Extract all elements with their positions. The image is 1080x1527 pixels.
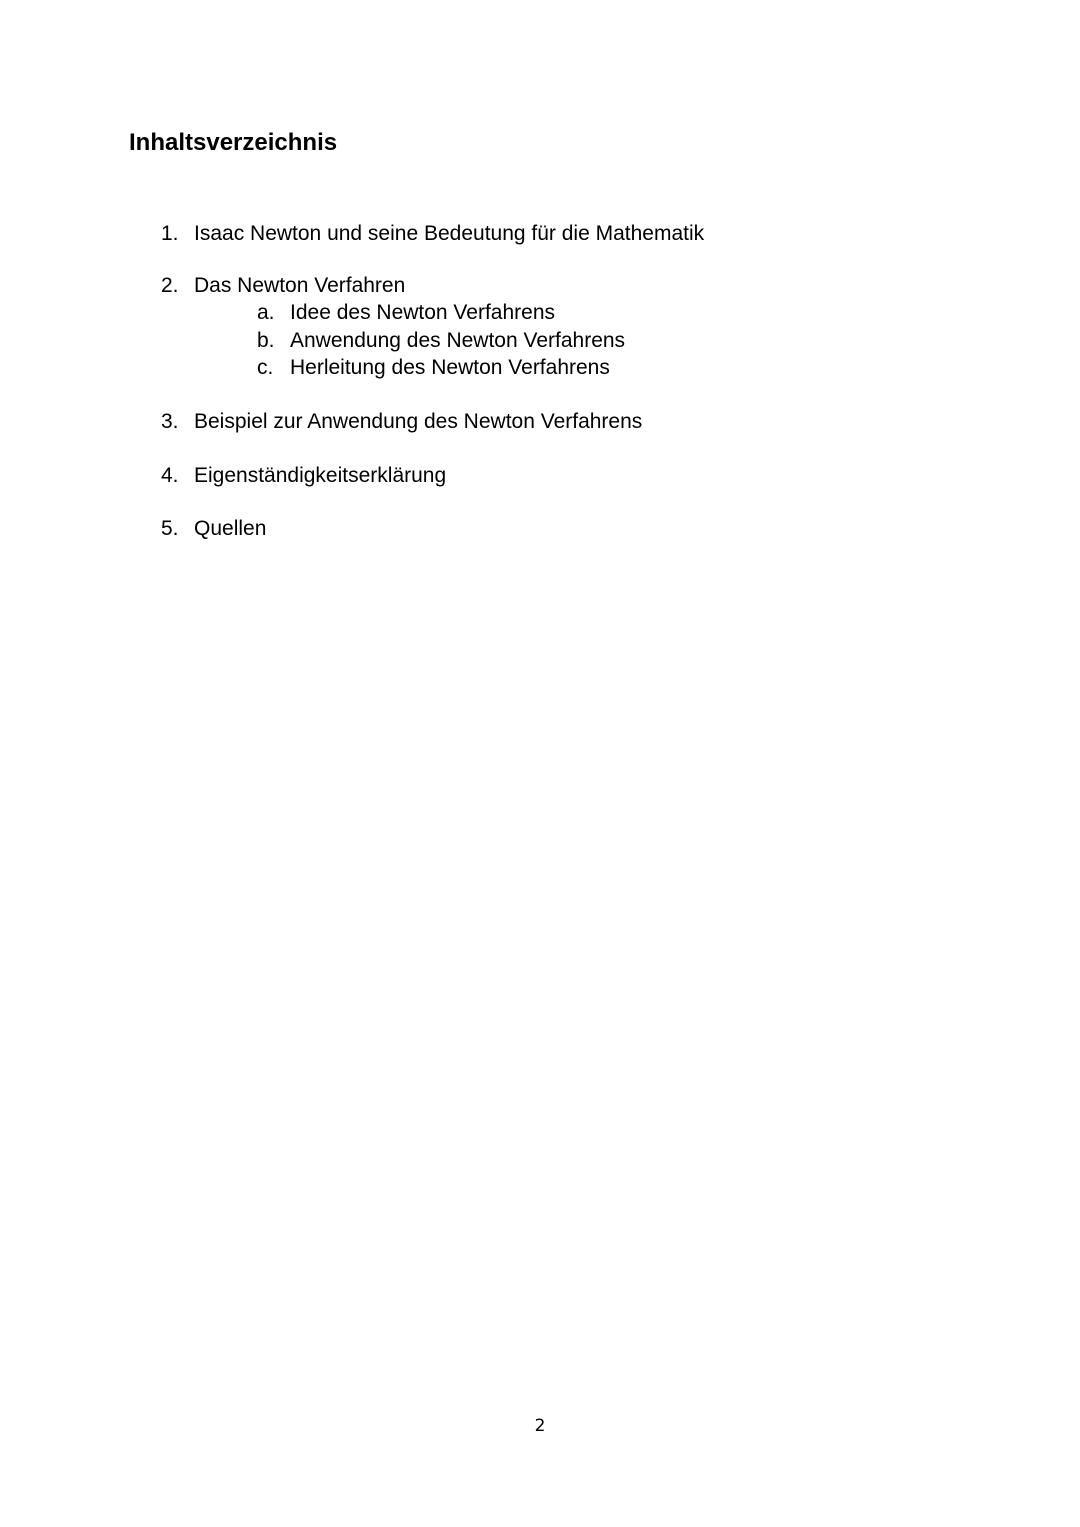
toc-subentry-label: Anwendung des Newton Verfahrens: [290, 329, 626, 352]
toc-entry-1: [161, 221, 704, 247]
toc-entry-number: 1.: [161, 222, 179, 245]
toc-subentry-2b: [257, 328, 625, 354]
page-number: 2: [534, 1416, 546, 1436]
toc-subentry-letter: b.: [257, 329, 275, 352]
toc-entry-2: [161, 273, 405, 299]
toc-subentry-letter: a.: [257, 301, 275, 324]
toc-entry-4: [161, 463, 446, 489]
toc-entry-number: 2.: [161, 274, 179, 297]
toc-entry-label: Das Newton Verfahren: [194, 274, 406, 297]
toc-entry-number: 5.: [161, 517, 179, 540]
toc-subentry-label: Herleitung des Newton Verfahrens: [290, 356, 610, 379]
toc-subentry-label: Idee des Newton Verfahrens: [290, 301, 556, 324]
toc-entry-label: Beispiel zur Anwendung des Newton Verfahrens: [194, 410, 643, 433]
toc-entry-3: [161, 409, 642, 435]
toc-entry-5: [161, 516, 266, 542]
toc-entry-number: 4.: [161, 464, 179, 487]
toc-subentry-2a: [257, 300, 555, 326]
toc-subentry-2c: [257, 355, 610, 381]
toc-entry-label: Quellen: [194, 517, 267, 540]
toc-subentry-letter: c.: [257, 356, 274, 379]
toc-entry-label: Eigenständigkeitserklärung: [194, 464, 447, 487]
toc-entry-number: 3.: [161, 410, 179, 433]
page-title: Inhaltsverzeichnis: [129, 129, 338, 156]
toc-entry-label: Isaac Newton und seine Bedeutung für die Mathematik: [194, 222, 705, 245]
